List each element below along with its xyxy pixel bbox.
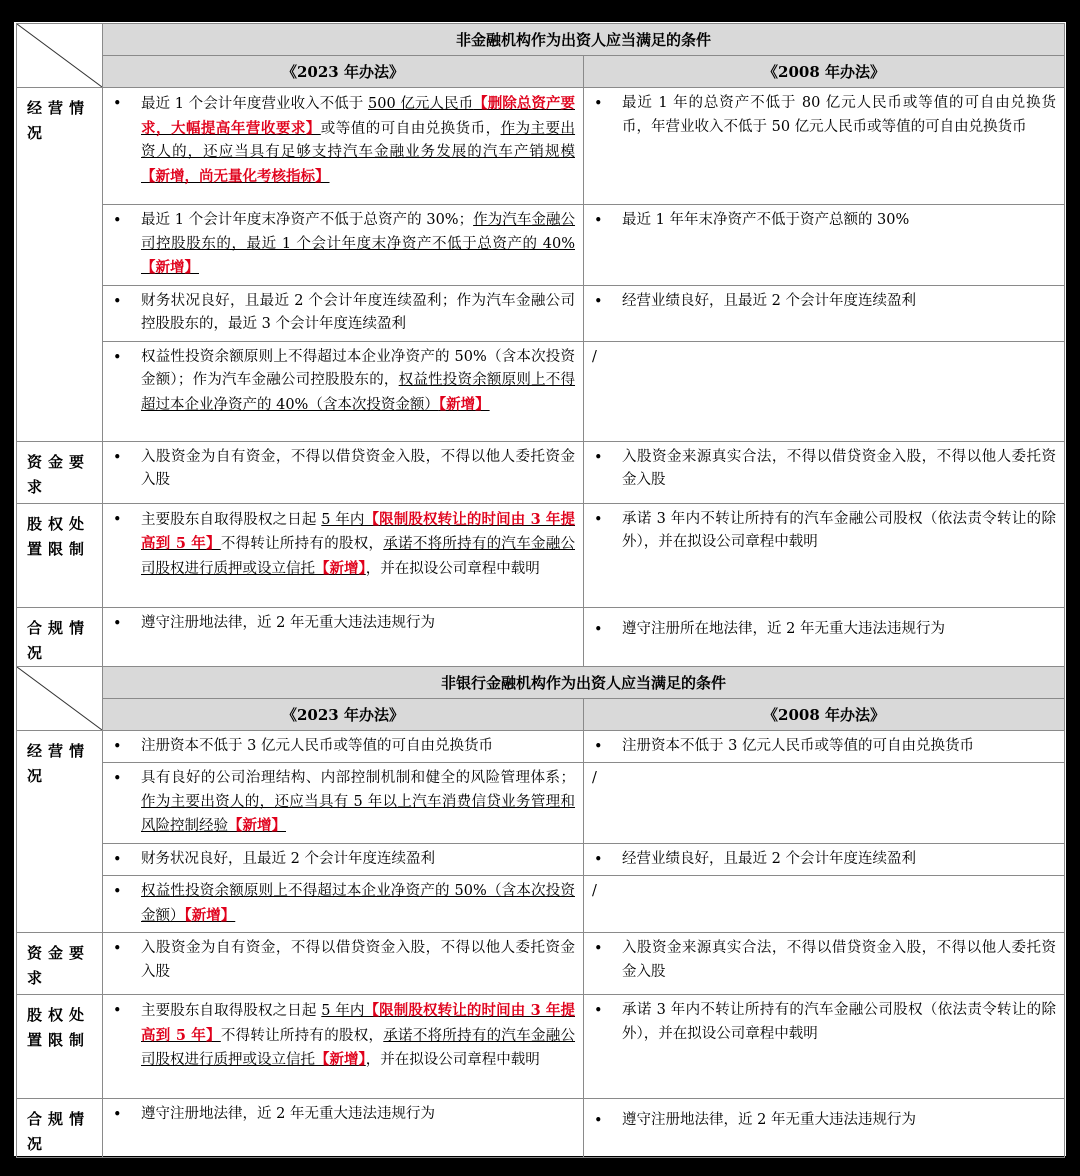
cell-2023: • 最近 1 个会计年度营业收入不低于 500 亿元人民币【删除总资产要求，大幅提高年营收要求】或等值的可自由兑换货币，作为主要出资人的，还应当具有足够支持汽车金融业务发展的汽车产销规模【新增，尚无量化考核指标】	[103, 88, 584, 205]
section1-header-row	[17, 24, 1065, 56]
diagonal-corner-cell	[17, 666, 103, 730]
bullet-icon: •	[594, 1003, 603, 1019]
cell-2008-empty: /	[584, 876, 1065, 933]
col-2008-header: 《2008 年办法》	[584, 698, 1065, 730]
red-annotation: 【新增】	[315, 1051, 366, 1068]
bullet-icon: •	[594, 738, 603, 755]
bullet-icon: •	[113, 941, 122, 957]
cell-2008: • 最近 1 年年末净资产不低于资产总额的 30%	[584, 205, 1065, 286]
red-annotation: 【新增】	[184, 906, 236, 924]
col-2023-header: 《2023 年办法》	[103, 698, 584, 730]
bullet-icon: •	[113, 349, 122, 366]
bullet-icon: •	[113, 449, 122, 466]
red-annotation: 【限制股权转让的时间由 3 年提高到 5 年】	[141, 510, 576, 552]
cell-2023: • 注册资本不低于 3 亿元人民币或等值的可自由兑换货币	[103, 730, 584, 763]
bullet-icon: •	[594, 941, 603, 957]
cell-2008: • 经营业绩良好，且最近 2 个会计年度连续盈利	[584, 843, 1065, 876]
bullet-icon: •	[113, 738, 122, 755]
table-row	[17, 88, 1065, 205]
bullet-icon: •	[594, 449, 603, 466]
bullet-icon: •	[113, 293, 122, 310]
cell-2008: • 承诺 3 年内不转让所持有的汽车金融公司股权（依法责令转让的除外），并在拟设公司章程中载明	[584, 995, 1065, 1099]
table-row	[17, 933, 1065, 995]
col-2008-header: 《2008 年办法》	[584, 56, 1065, 88]
cell-2023: • 权益性投资余额原则上不得超过本企业净资产的 50%（含本次投资金额）；作为汽车金融公司控股股东的，权益性投资余额原则上不得超过本企业净资产的 40%（含本次投资金额）【新增】	[103, 341, 584, 441]
section2-header-row	[17, 666, 1065, 698]
table-row	[17, 763, 1065, 844]
cell-2023: • 遵守注册地法律，近 2 年无重大违法违规行为	[103, 607, 584, 666]
cell-2008: • 入股资金来源真实合法，不得以借贷资金入股，不得以他人委托资金入股	[584, 441, 1065, 503]
red-annotation: 【限制股权转让的时间由 3 年提高到 5 年】	[141, 1002, 576, 1044]
cell-2008: • 注册资本不低于 3 亿元人民币或等值的可自由兑换货币	[584, 730, 1065, 763]
table-row	[17, 341, 1065, 441]
cell-2008: • 遵守注册地法律，近 2 年无重大违法违规行为	[584, 1099, 1065, 1158]
category-capital: 资金要求	[17, 441, 103, 503]
red-annotation: 【删除总资产要求，大幅提高年营收要求】	[141, 95, 575, 137]
cell-2008: • 承诺 3 年内不转让所持有的汽车金融公司股权（依法责令转让的除外），并在拟设公司章程中载明	[584, 503, 1065, 607]
cell-2023: • 遵守注册地法律，近 2 年无重大违法违规行为	[103, 1099, 584, 1158]
diagonal-corner-cell	[17, 24, 103, 88]
cell-2008: • 遵守注册所在地法律，近 2 年无重大违法违规行为	[584, 607, 1065, 666]
cell-2023: • 具有良好的公司治理结构、内部控制机制和健全的风险管理体系；作为主要出资人的，还应当具有 5 年以上汽车消费信贷业务管理和风险控制经验【新增】	[103, 763, 584, 844]
document-frame	[14, 22, 1066, 1156]
cell-2023: • 主要股东自取得股权之日起 5 年内【限制股权转让的时间由 3 年提高到 5 年】不得转让所持有的股权，承诺不将所持有的汽车金融公司股权进行质押或设立信托【新增】，并在拟设公司章程中载明	[103, 503, 584, 607]
cell-2023: • 权益性投资余额原则上不得超过本企业净资产的 50%（含本次投资金额）【新增】	[103, 876, 584, 933]
table-row	[17, 503, 1065, 607]
bullet-icon: •	[594, 851, 603, 868]
bullet-icon: •	[594, 621, 603, 638]
red-annotation: 【新增】	[228, 817, 286, 834]
cell-2023: • 最近 1 个会计年度末净资产不低于总资产的 30%；作为汽车金融公司控股股东的，最近 1 个会计年度末净资产不低于总资产的 40%【新增】	[103, 205, 584, 286]
table-row	[17, 876, 1065, 933]
cell-2008-empty: /	[584, 341, 1065, 441]
comparison-table	[16, 23, 1065, 1158]
table-row	[17, 205, 1065, 286]
category-equity: 股权处置限制	[17, 995, 103, 1099]
bullet-icon: •	[113, 851, 122, 868]
category-compliance: 合规情况	[17, 607, 103, 666]
cell-2023: • 入股资金为自有资金，不得以借贷资金入股，不得以他人委托资金入股	[103, 441, 584, 503]
cell-2023: • 财务状况良好，且最近 2 个会计年度连续盈利；作为汽车金融公司控股股东的，最近 3 个会计年度连续盈利	[103, 285, 584, 341]
diagonal-line	[17, 24, 102, 87]
bullet-icon: •	[594, 511, 603, 528]
section2-year-row	[17, 698, 1065, 730]
bullet-icon: •	[594, 96, 603, 112]
bullet-icon: •	[113, 1003, 122, 1019]
cell-2008: • 入股资金来源真实合法，不得以借贷资金入股，不得以他人委托资金入股	[584, 933, 1065, 995]
section2-title: 非银行金融机构作为出资人应当满足的条件	[103, 666, 1065, 698]
section1-title: 非金融机构作为出资人应当满足的条件	[103, 24, 1065, 56]
bullet-icon: •	[113, 771, 122, 787]
cell-2023: • 主要股东自取得股权之日起 5 年内【限制股权转让的时间由 3 年提高到 5 年】不得转让所持有的股权，承诺不将所持有的汽车金融公司股权进行质押或设立信托【新增】，并在拟设公司章程中载明	[103, 995, 584, 1099]
bullet-icon: •	[113, 884, 122, 900]
bullet-icon: •	[113, 213, 122, 229]
diagonal-line	[17, 667, 102, 730]
category-capital: 资金要求	[17, 933, 103, 995]
cell-2008: • 最近 1 年的总资产不低于 80 亿元人民币或等值的可自由兑换货币，年营业收入不低于 50 亿元人民币或等值的可自由兑换货币	[584, 88, 1065, 205]
table-row	[17, 285, 1065, 341]
table-row	[17, 730, 1065, 763]
bullet-icon: •	[113, 1107, 122, 1123]
red-annotation: 【新增】	[315, 559, 366, 577]
category-compliance: 合规情况	[17, 1099, 103, 1158]
bullet-icon: •	[113, 615, 122, 632]
table-row	[17, 607, 1065, 666]
col-2023-header: 《2023 年办法》	[103, 56, 584, 88]
bullet-icon: •	[594, 213, 603, 229]
bullet-icon: •	[113, 511, 122, 528]
cell-2008-empty: /	[584, 763, 1065, 844]
table-row	[17, 1099, 1065, 1158]
table-row	[17, 441, 1065, 503]
bullet-icon: •	[594, 1113, 603, 1129]
category-operation: 经营情况	[17, 88, 103, 442]
category-equity: 股权处置限制	[17, 503, 103, 607]
bullet-icon: •	[113, 96, 122, 112]
bullet-icon: •	[594, 293, 603, 310]
table-row	[17, 995, 1065, 1099]
section1-year-row	[17, 56, 1065, 88]
cell-2023: • 财务状况良好，且最近 2 个会计年度连续盈利	[103, 843, 584, 876]
red-annotation: 【新增】	[438, 395, 490, 413]
cell-2008: • 经营业绩良好，且最近 2 个会计年度连续盈利	[584, 285, 1065, 341]
table-row	[17, 843, 1065, 876]
cell-2023: • 入股资金为自有资金，不得以借贷资金入股，不得以他人委托资金入股	[103, 933, 584, 995]
category-operation: 经营情况	[17, 730, 103, 933]
red-annotation: 【新增，尚无量化考核指标】	[141, 167, 330, 185]
red-annotation: 【新增】	[141, 259, 199, 276]
